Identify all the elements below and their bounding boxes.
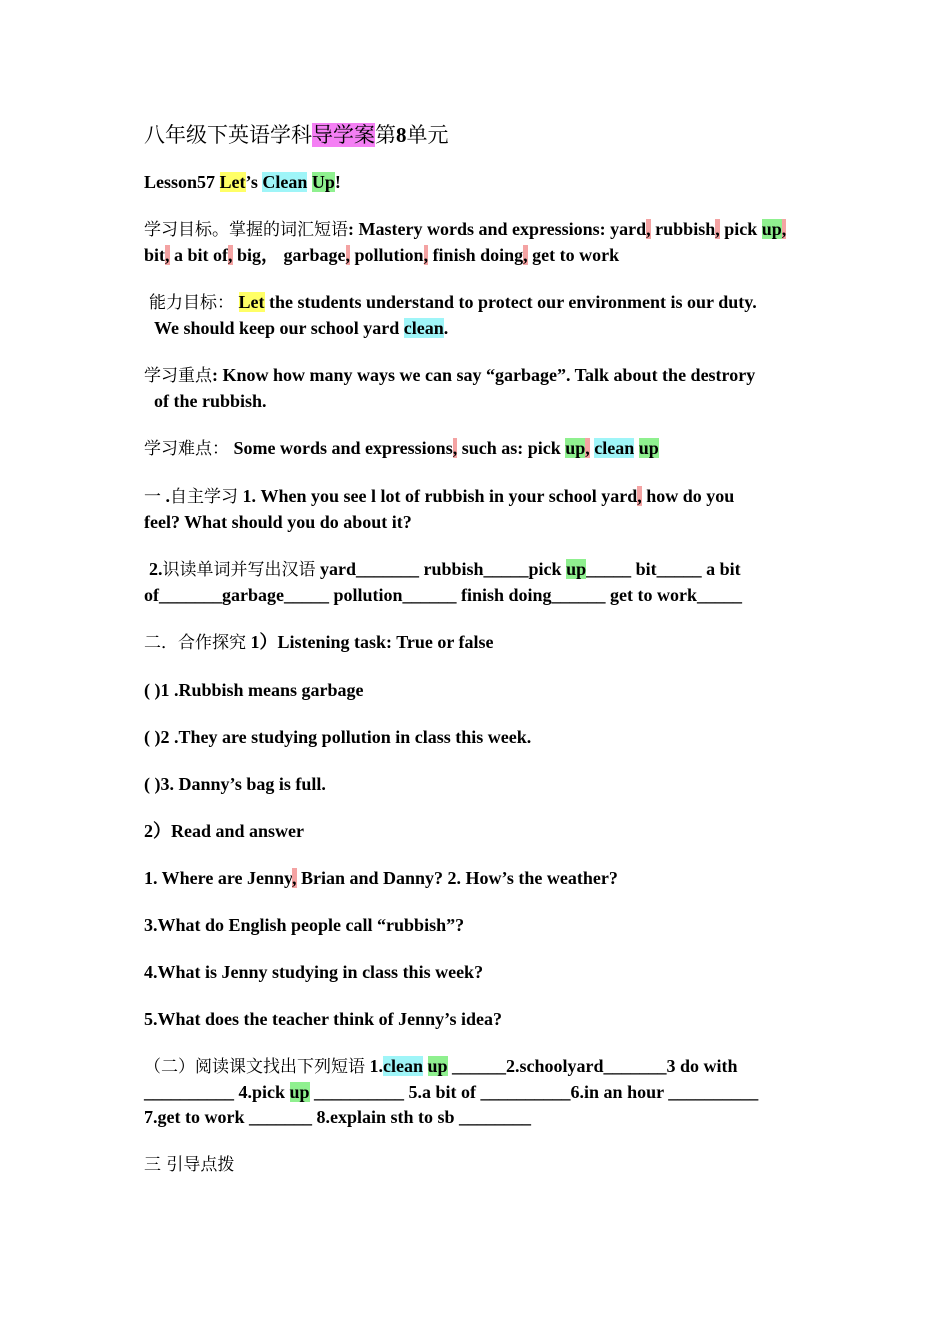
comma-mark: ,: [165, 245, 170, 265]
focus-text: of the rubbish.: [154, 391, 267, 411]
section-cooperation: [144, 630, 809, 656]
objectives-text: a bit of: [169, 245, 229, 265]
comma-mark: ,: [585, 438, 590, 458]
comma-mark: ,: [423, 245, 429, 265]
task-label: 识读单词并写出汉语: [162, 560, 316, 580]
title-suffix-2: 单元: [406, 123, 449, 147]
task-text: of_______garbage_____ pollution______ finish doing______ get to work_____: [144, 585, 743, 605]
title-suffix: 第: [375, 123, 396, 147]
objectives-text: : Mastery words and expressions: yard: [348, 219, 647, 239]
objectives-text: finish doing: [428, 245, 524, 265]
word-let: Let: [238, 292, 265, 312]
task-number: 2.: [149, 559, 163, 579]
learning-objectives: [144, 217, 809, 268]
question-item: [144, 866, 809, 891]
document-page: [144, 120, 809, 1200]
learning-difficulty: [144, 436, 809, 462]
objectives-text: pollution: [350, 245, 424, 265]
objectives-text: get to work: [527, 245, 620, 265]
phrase-text: 7.get to work _______ 8.explain sth to sb ________: [144, 1107, 532, 1127]
word-up: up: [761, 219, 782, 239]
section-self-study: [144, 484, 809, 535]
phrase-task: [144, 1054, 809, 1130]
comma-mark: ,: [637, 486, 642, 506]
difficulty-text: such as: pick: [457, 438, 566, 458]
learning-focus: [144, 363, 809, 414]
word-up: up: [565, 438, 586, 458]
task-text: yard_______ rubbish_____pick: [315, 559, 567, 579]
true-false-item: ( )3. Danny’s bag is full.: [144, 774, 326, 794]
objectives-label: 学习目标。掌握的词汇短语: [144, 220, 348, 240]
section-text: how do you: [641, 486, 735, 506]
ability-text: We should keep our school yard: [154, 318, 404, 338]
comma-mark: ,: [452, 438, 458, 458]
lesson-text: !: [334, 172, 341, 192]
phrase-text: __________ 4.pick: [144, 1082, 290, 1102]
difficulty-label: 学习难点：: [144, 439, 229, 459]
phrase-text: __________ 5.a bit of __________6.in an hour __________: [309, 1082, 759, 1102]
word-up: up: [427, 1056, 448, 1076]
page-title: [144, 120, 809, 150]
word-clean: clean: [403, 318, 444, 338]
phrase-label: （二）阅读课文找出下列短语: [144, 1057, 365, 1077]
comma-mark: ,: [715, 219, 720, 239]
ability-label: 能力目标：: [149, 293, 234, 313]
phrase-text: 1.: [365, 1056, 383, 1076]
comma-mark: ,: [228, 245, 233, 265]
objectives-text: big， garbage: [232, 245, 346, 265]
lesson-text: ’s: [245, 172, 263, 192]
true-false-item: ( )2 .They are studying pollution in class this week.: [144, 727, 532, 747]
objectives-text: bit: [144, 245, 166, 265]
ability-objectives: [144, 290, 809, 341]
question-text: 1. Where are Jenny: [144, 868, 292, 888]
title-highlight: 导学案: [312, 123, 375, 147]
section-label: 三 引导点拨: [144, 1155, 235, 1175]
read-answer-heading: 2）Read and answer: [144, 821, 305, 841]
objectives-text: pick: [719, 219, 762, 239]
section-text: .: [161, 486, 170, 506]
word-recognition-task: [144, 557, 809, 608]
section-text: 1）Listening task: True or false: [246, 632, 494, 652]
question-item: 3.What do English people call “rubbish”?: [144, 915, 465, 935]
question-text: Brian and Danny? 2. How’s the weather?: [296, 868, 618, 888]
lesson-up: Up: [311, 172, 335, 192]
comma-mark: ,: [646, 219, 651, 239]
comma-mark: ,: [523, 245, 528, 265]
word-clean: clean: [383, 1056, 423, 1076]
phrase-text: ______2.schoolyard_______3 do with: [447, 1056, 738, 1076]
comma-mark: ,: [345, 245, 351, 265]
ability-text: the students understand to protect our environment is our duty.: [264, 292, 757, 312]
focus-label: 学习重点: [144, 366, 212, 386]
word-up: up: [638, 438, 659, 458]
task-text: _____ bit_____ a bit: [586, 559, 741, 579]
word-clean: clean: [594, 438, 635, 458]
comma-mark: ,: [292, 868, 297, 888]
focus-text: : Know how many ways we can say “garbage”. Talk about the destrory: [212, 365, 756, 385]
lesson-text: Lesson57: [144, 172, 220, 192]
section-text: feel? What should you do about it?: [144, 512, 412, 532]
unit-number: 8: [396, 123, 407, 147]
section-number: 一: [144, 487, 161, 507]
true-false-item: ( )1 .Rubbish means garbage: [144, 680, 364, 700]
objectives-text: rubbish: [650, 219, 716, 239]
word-up: up: [289, 1082, 310, 1102]
word-up: up: [566, 559, 587, 579]
question-item: 5.What does the teacher think of Jenny’s idea?: [144, 1009, 503, 1029]
ability-text: .: [443, 318, 449, 338]
lesson-clean: Clean: [262, 172, 308, 192]
title-prefix: 八年级下英语学科: [144, 123, 312, 147]
lesson-heading: [144, 170, 809, 195]
question-item: 4.What is Jenny studying in class this week?: [144, 962, 484, 982]
space: [423, 1056, 428, 1076]
section-label: 自主学习: [170, 487, 238, 507]
difficulty-text: Some words and expressions: [229, 438, 453, 458]
section-guidance: [144, 1152, 809, 1178]
lesson-let: Let: [219, 172, 246, 192]
section-label: 二．合作探究: [144, 633, 246, 653]
section-text: 1. When you see l lot of rubbish in your school yard: [238, 486, 638, 506]
comma-mark: ,: [781, 219, 787, 239]
